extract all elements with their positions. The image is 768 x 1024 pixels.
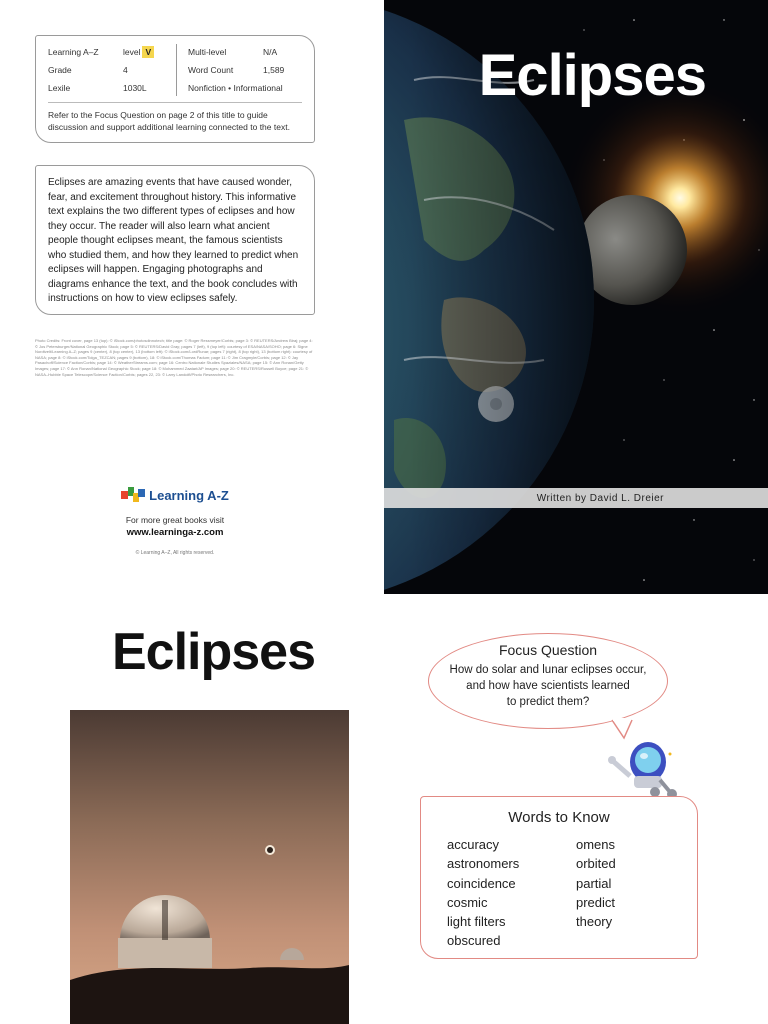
value-level-label: level	[123, 47, 141, 57]
learning-az-logo-icon	[121, 487, 145, 503]
focus-line-3: to predict them?	[506, 696, 590, 708]
publisher-block	[100, 485, 250, 556]
label-lexile: Lexile	[48, 83, 71, 93]
photo-credits: Photo Credits: Front cover, page 13 (top): © iStock.com/photosdinnotech; title page: © Roger Ressmeyer/Corbis; page 3: © REUTERS/Andrew Biraj; page 4: © Jos Petersburger/National Geographic Stock; page 5: © REUTERS/David Gray; pages 7 (left), 9 (top left): courtesy of ESA/NASA/SOHO; page 6: Signe Nordtvelt/Learning A–Z; pages 9 (center), 8 (top center), 13 (bottom left): © iStock.com/LordRunar; pages 7 (right), 8 (top right), 13 (bottom right): courtesy of NASA; page 8: © iStock.com/Tolga_TEZCAN; pages 9 (bottom), 18: © iStock.com/Thomas Fadum; page 11: © Jim Cragmyle/Corbis; page 12: © Jay Pasachoff/Science Faction/Corbis; page 14: © WeatherStreams.com; page 16: Centro Nationale Studies Spaziales/NASA; page 15: © Ann Ronan/Getty Images; page 17: © Ann Ronan/National Geographic Stock; page 18: © Mohammed Zaatari/AP Images; page 20: © REUTERS/Russell Boyce; page 21: © NASA–Hubble Space Telescope/Science Faction/Corbis; pages 22, 23: © Larry Landolfi/Photo Researchers, Inc.	[35, 338, 313, 377]
vocab-word: orbited	[576, 856, 616, 872]
focus-note: Refer to the Focus Question on page 2 of this title to guide discussion and support additional learning connected to the text.	[48, 110, 290, 132]
book-summary	[35, 165, 315, 315]
focus-question-bubble	[428, 633, 668, 729]
observatory-eclipse-illustration	[70, 710, 349, 1024]
author-line: Written by David L. Dreier	[384, 488, 768, 508]
publisher-logo	[100, 485, 250, 505]
words-to-know-card	[420, 796, 698, 959]
label-word-count: Word Count	[188, 65, 234, 75]
copyright-text: © Learning A–Z, All rights reserved.	[135, 550, 215, 556]
label-multi-level: Multi-level	[188, 47, 227, 57]
info-separator	[48, 102, 302, 103]
vocab-word: partial	[576, 875, 612, 891]
label-genre: Nonfiction • Informational	[188, 83, 283, 93]
logo-text: Learning A-Z	[149, 487, 229, 503]
vocab-word: omens	[576, 837, 616, 852]
website-link[interactable]: www.learninga-z.com	[126, 527, 224, 538]
vocab-word: coincidence	[447, 875, 516, 891]
title-page-title: Eclipses	[112, 623, 316, 681]
book-info-card	[35, 35, 315, 143]
cover-title: Eclipses	[478, 43, 706, 108]
vocab-word: light filters	[447, 914, 506, 930]
info-divider	[176, 44, 177, 96]
value-grade: 4	[123, 65, 128, 75]
label-learning-az: Learning A–Z	[48, 47, 99, 57]
robot-mascot-icon	[600, 732, 680, 802]
observatory-photo	[70, 710, 349, 1024]
value-multi-level: N/A	[263, 47, 278, 57]
focus-question-heading: Focus Question	[498, 642, 598, 658]
vocab-word: theory	[576, 914, 613, 930]
summary-text: Eclipses are amazing events that have caused wonder, fear, and excitement throughout history. This informative text explains the two different types of eclipses and how they occur. The reader will also learn what ancient people thought eclipses meant, the famous scientists who studied them, and how they learned to predict when eclipses will happen. Engaging photographs and diagrams enhance the text, and the book concludes with instructions on how to view eclipses safely.	[48, 177, 299, 304]
value-word-count: 1,589	[263, 65, 285, 75]
more-books-text: For more great books visit	[125, 515, 225, 525]
vocab-word: obscured	[447, 933, 501, 949]
front-cover	[384, 0, 768, 594]
value-lexile: 1030L	[123, 83, 147, 93]
focus-line-2: and how have scientists learned	[466, 680, 630, 692]
level-badge: V	[142, 46, 154, 58]
vocab-word: astronomers	[447, 856, 520, 872]
vocab-word: cosmic	[447, 894, 488, 910]
vocab-word: predict	[576, 894, 616, 910]
vocab-word: accuracy	[447, 837, 500, 852]
focus-line-1: How do solar and lunar eclipses occur,	[449, 664, 647, 676]
label-grade: Grade	[48, 65, 72, 75]
focus-question-text	[429, 662, 667, 710]
book-info-grid	[48, 46, 302, 98]
words-to-know-heading: Words to Know	[508, 809, 610, 826]
